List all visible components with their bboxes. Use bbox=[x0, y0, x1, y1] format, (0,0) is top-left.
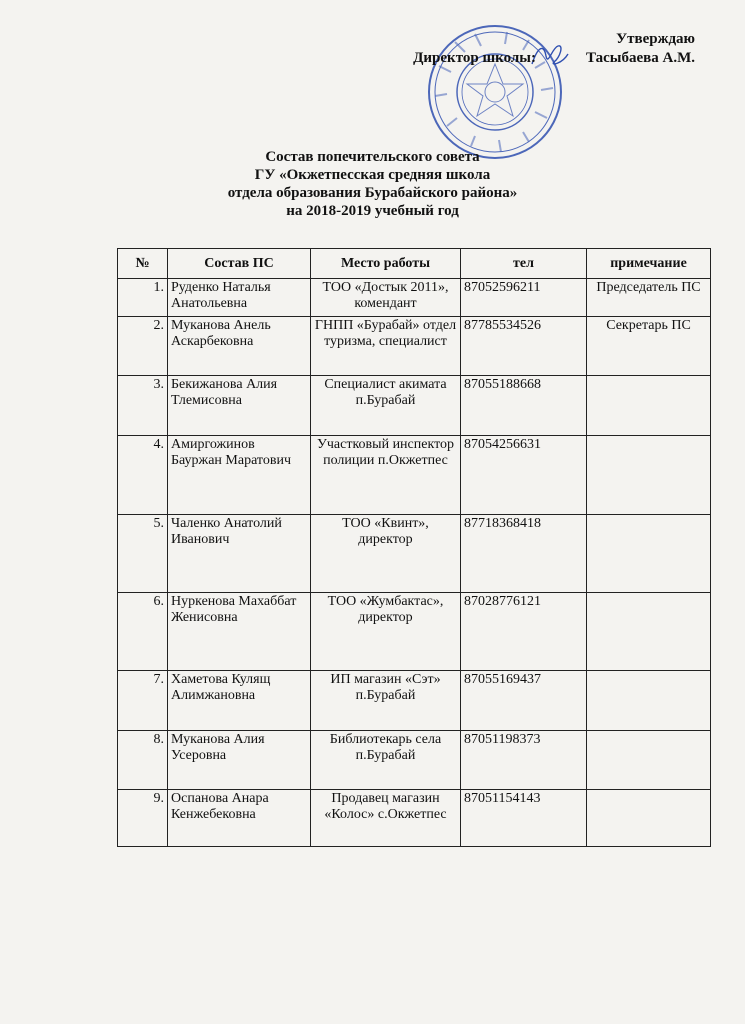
member-note bbox=[587, 731, 711, 790]
member-workplace: ГНПП «Бурабай» отдел туризма, специалист bbox=[311, 317, 461, 376]
table-row bbox=[118, 436, 711, 515]
row-number: 6. bbox=[118, 593, 168, 671]
member-phone: 87052596211 bbox=[461, 279, 587, 317]
title-line: отдела образования Бурабайского района» bbox=[227, 185, 518, 201]
row-number: 3. bbox=[118, 376, 168, 436]
title-line: на 2018-2019 учебный год bbox=[286, 203, 459, 219]
member-note: Секретарь ПС bbox=[587, 317, 711, 376]
member-name: Нуркенова Махаббат Женисовна bbox=[168, 593, 311, 671]
member-note bbox=[587, 515, 711, 593]
member-workplace: Участковый инспектор полиции п.Окжетпес bbox=[311, 436, 461, 515]
member-workplace: Продавец магазин «Колос» с.Окжетпес bbox=[311, 790, 461, 847]
member-phone: 87055169437 bbox=[461, 671, 587, 731]
row-number: 8. bbox=[118, 731, 168, 790]
column-header-note: примечание bbox=[587, 249, 711, 279]
table-row bbox=[118, 731, 711, 790]
table-row bbox=[118, 790, 711, 847]
table-row bbox=[118, 279, 711, 317]
member-phone: 87055188668 bbox=[461, 376, 587, 436]
column-header-phone: тел bbox=[461, 249, 587, 279]
member-workplace: ИП магазин «Сэт» п.Бурабай bbox=[311, 671, 461, 731]
row-number: 4. bbox=[118, 436, 168, 515]
table-row bbox=[118, 317, 711, 376]
member-name: Муканова Алия Усеровна bbox=[168, 731, 311, 790]
member-note bbox=[587, 671, 711, 731]
member-workplace: ТОО «Достык 2011», комендант bbox=[311, 279, 461, 317]
member-phone: 87051198373 bbox=[461, 731, 587, 790]
member-name: Муканова Анель Аскарбековна bbox=[168, 317, 311, 376]
table-row bbox=[118, 671, 711, 731]
member-phone: 87718368418 bbox=[461, 515, 587, 593]
table-row bbox=[118, 376, 711, 436]
approval-block bbox=[413, 30, 695, 68]
title-line: Состав попечительского совета bbox=[265, 149, 480, 165]
table-row bbox=[118, 515, 711, 593]
member-name: Амиргожинов Бауржан Маратович bbox=[168, 436, 311, 515]
column-header-workplace: Место работы bbox=[311, 249, 461, 279]
director-name: Тасыбаева А.М. bbox=[586, 50, 695, 66]
table-row bbox=[118, 593, 711, 671]
row-number: 7. bbox=[118, 671, 168, 731]
row-number: 2. bbox=[118, 317, 168, 376]
member-name: Чаленко Анатолий Иванович bbox=[168, 515, 311, 593]
member-workplace: Библиотекарь села п.Бурабай bbox=[311, 731, 461, 790]
member-name: Руденко Наталья Анатольевна bbox=[168, 279, 311, 317]
title-line: ГУ «Окжетпесская средняя школа bbox=[254, 167, 491, 183]
table-header-row bbox=[118, 249, 711, 279]
member-workplace: ТОО «Квинт», директор bbox=[311, 515, 461, 593]
member-workplace: ТОО «Жумбактас», директор bbox=[311, 593, 461, 671]
column-header-number: № bbox=[118, 249, 168, 279]
member-name: Бекижанова Алия Тлемисовна bbox=[168, 376, 311, 436]
row-number: 5. bbox=[118, 515, 168, 593]
member-phone: 87054256631 bbox=[461, 436, 587, 515]
member-note bbox=[587, 436, 711, 515]
approve-label: Утверждаю bbox=[616, 31, 695, 47]
member-phone: 87051154143 bbox=[461, 790, 587, 847]
member-workplace: Специалист акимата п.Бурабай bbox=[311, 376, 461, 436]
member-note bbox=[587, 790, 711, 847]
document-title bbox=[0, 148, 745, 220]
board-members-table bbox=[117, 248, 711, 847]
member-note: Председатель ПС bbox=[587, 279, 711, 317]
column-header-member: Состав ПС bbox=[168, 249, 311, 279]
row-number: 1. bbox=[118, 279, 168, 317]
member-note bbox=[587, 593, 711, 671]
member-note bbox=[587, 376, 711, 436]
member-phone: 87028776121 bbox=[461, 593, 587, 671]
row-number: 9. bbox=[118, 790, 168, 847]
director-label: Директор школы: bbox=[413, 50, 536, 66]
member-phone: 87785534526 bbox=[461, 317, 587, 376]
member-name: Хаметова Кулящ Алимжановна bbox=[168, 671, 311, 731]
member-name: Оспанова Анара Кенжебековна bbox=[168, 790, 311, 847]
